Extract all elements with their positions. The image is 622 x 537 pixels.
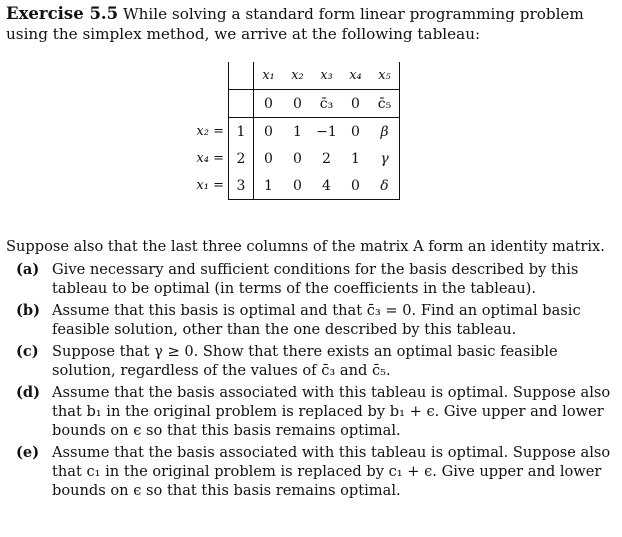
exercise-body [6, 237, 612, 503]
tableau-cell: 0 [341, 118, 370, 146]
tableau-cell: −1 [312, 118, 341, 146]
tableau-cell: 0 [283, 172, 312, 200]
tableau-cell: 0 [254, 118, 284, 146]
part-a [6, 260, 612, 298]
cost-cell: c̄₃ [312, 90, 341, 118]
part-text: Assume that this basis is optimal and that c̄₃ = 0. Find an optimal basic feasible solution, other than the one described by this tableau. [52, 302, 581, 338]
part-label: (c) [16, 343, 39, 360]
tableau-cell: 4 [312, 172, 341, 200]
part-c [6, 342, 612, 380]
rhs-cell: 3 [229, 172, 254, 200]
tableau-cell: 1 [351, 150, 360, 167]
row-label: x₂ = [196, 123, 224, 139]
tableau-cell: 0 [293, 150, 302, 167]
part-text: Suppose that γ ≥ 0. Show that there exists an optimal basic feasible solution, regardless of the values of c̄₃ and c̄₅. [52, 343, 558, 379]
tableau-cell: γ [370, 145, 400, 172]
tableau-cell: 0 [264, 150, 273, 167]
exercise-label: Exercise 5.5 [6, 4, 119, 23]
cost-cell: 0 [341, 90, 370, 118]
rhs-cell: 2 [229, 145, 254, 172]
part-label: (d) [16, 384, 41, 401]
part-text: Assume that the basis associated with this tableau is optimal. Suppose also that c₁ in the original problem is replaced by c₁ + ϵ. Give upper and lower bounds on ϵ so that this basis remains optimal. [52, 444, 611, 499]
tableau-cell: 1 [254, 172, 284, 200]
tableau-cell: 0 [341, 172, 370, 200]
col-header: x₂ [291, 68, 304, 83]
part-label: (e) [16, 444, 40, 461]
tableau-cell: δ [370, 172, 400, 200]
col-header: x₅ [370, 62, 400, 90]
col-header: x₁ [262, 68, 275, 83]
part-b [6, 301, 612, 339]
col-header: x₄ [349, 68, 362, 83]
tableau-cell: 2 [322, 150, 331, 167]
exercise-header [6, 4, 616, 44]
tableau-corner-cell [229, 62, 254, 90]
part-label: (a) [16, 261, 40, 278]
cost-cell: 0 [283, 90, 312, 118]
rhs-cell: 1 [229, 118, 254, 146]
col-header: x₃ [320, 68, 333, 83]
row-label: x₁ = [196, 178, 224, 194]
simplex-tableau [166, 62, 400, 200]
part-label: (b) [16, 302, 41, 319]
part-text: Give necessary and sufficient conditions for the basis described by this tableau to be optimal (in terms of the coefficients in the tableau). [52, 261, 579, 297]
tableau-cell: β [370, 118, 400, 146]
cost-cell: 0 [254, 90, 284, 118]
part-text: Assume that the basis associated with this tableau is optimal. Suppose also that b₁ in the original problem is replaced by b₁ + ϵ. Give upper and lower bounds on ϵ so that this basis remains optimal. [52, 384, 611, 439]
part-d [6, 383, 612, 440]
cost-cell: c̄₅ [370, 90, 400, 118]
part-e [6, 443, 612, 500]
tableau-cell: 1 [283, 118, 312, 146]
row-label: x₄ = [196, 151, 224, 166]
exercise-intro: While solving a standard form linear programming problem using the simplex method, we arrive at the following tableau: [6, 5, 584, 43]
body-intro: Suppose also that the last three columns of the matrix A form an identity matrix. [6, 238, 605, 255]
